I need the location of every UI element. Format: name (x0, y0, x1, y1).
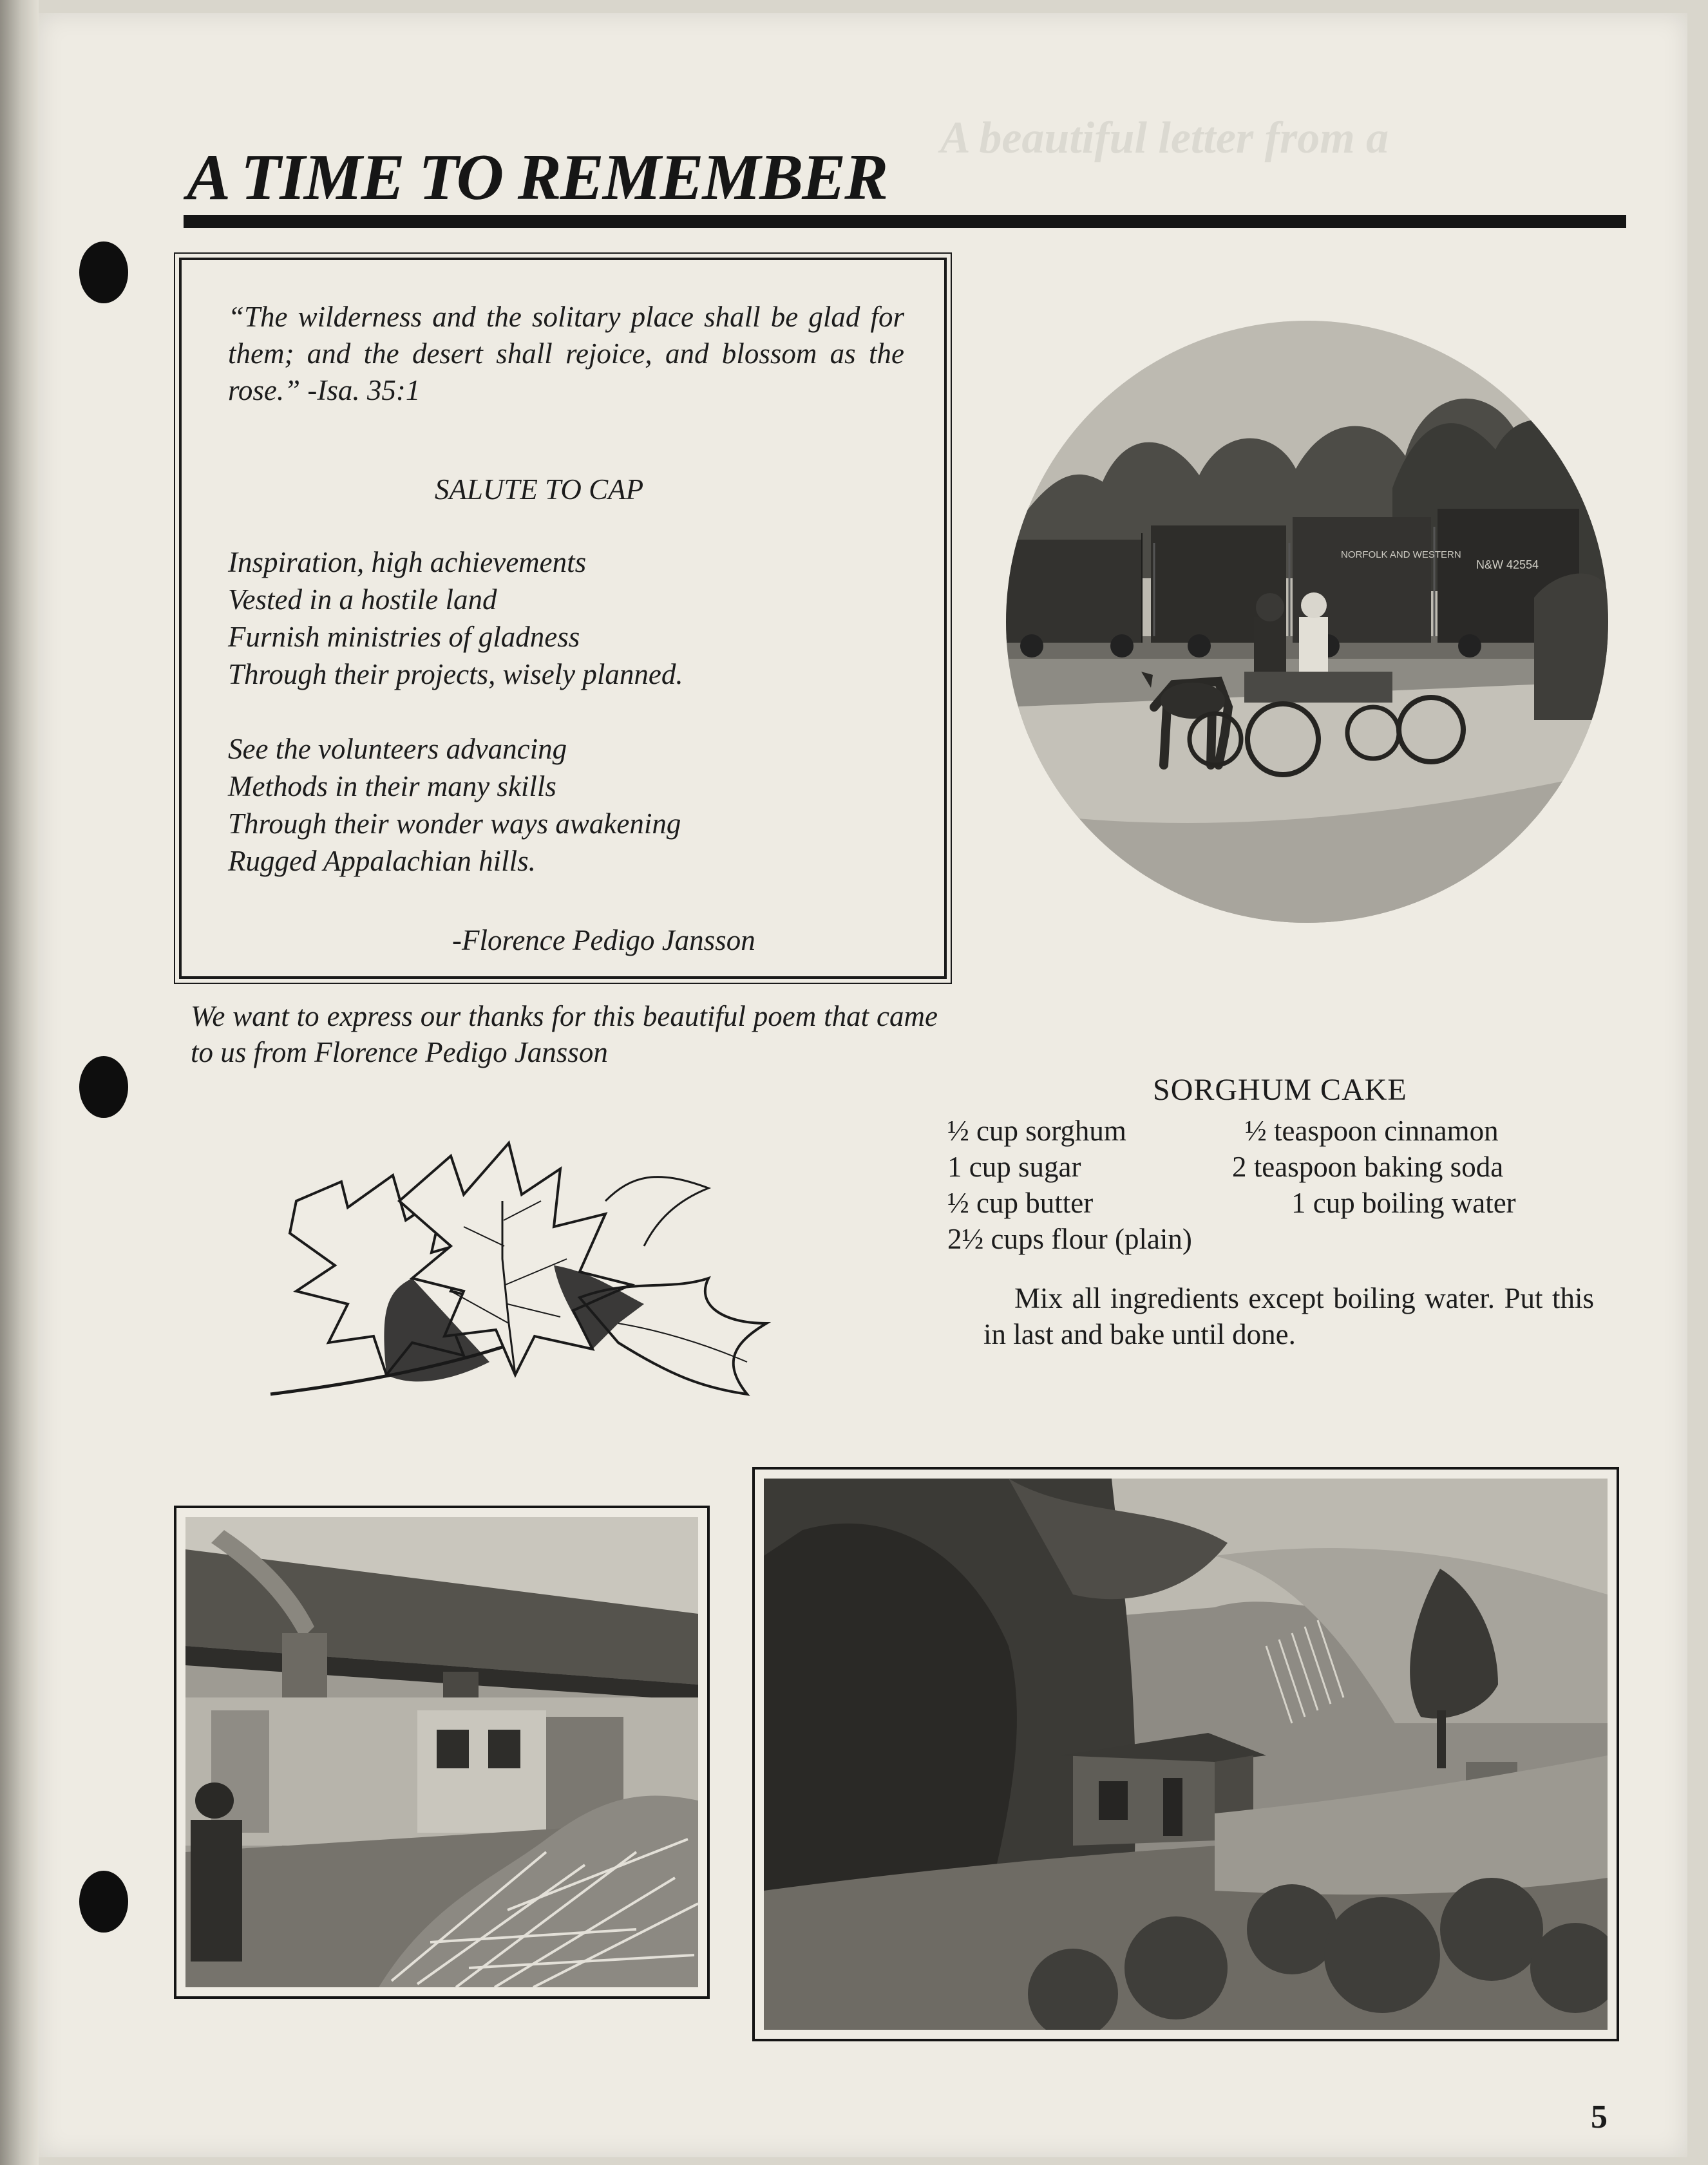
wagon-and-train-photo (1006, 321, 1608, 923)
poem-line: Rugged Appalachian hills. (228, 845, 536, 877)
maple-leaf-illustration (258, 1130, 799, 1426)
ingredient-left: 1 cup sugar (947, 1151, 1081, 1183)
ingredient-right: ½ teaspoon cinnamon (1245, 1115, 1499, 1147)
show-through-text: A beautiful letter from a (940, 113, 1389, 163)
poem-line: Methods in their many skills (228, 770, 556, 802)
poem-line: Inspiration, high achievements (228, 546, 587, 578)
poem-author: -Florence Pedigo Jansson (452, 924, 755, 956)
poem-line: See the volunteers advancing (228, 733, 567, 765)
binder-hole-top (79, 241, 128, 303)
ingredient-left: ½ cup butter (947, 1187, 1094, 1219)
ingredient-left: ½ cup sorghum (947, 1115, 1126, 1147)
ingredient-left: 2½ cups flour (plain) (947, 1223, 1192, 1255)
poem-line: Vested in a hostile land (228, 583, 497, 616)
poem-line: Through their wonder ways awakening (228, 808, 681, 840)
title-rule (184, 215, 1626, 228)
cabin-in-woods-photo (764, 1479, 1608, 2030)
train-car-label: NORFOLK AND WESTERN (1341, 549, 1461, 560)
ingredient-right: 2 teaspoon baking soda (1232, 1151, 1504, 1183)
thanks-note: We want to express our thanks for this beautiful poem that came to us from Florence Pedigo Jansson (191, 1000, 938, 1068)
cabin-in-woods-illustration (764, 1479, 1608, 2030)
sorghum-mill-illustration (185, 1517, 698, 1987)
recipe-title: SORGHUM CAKE (1153, 1073, 1407, 1107)
poem-box (179, 258, 947, 979)
poem-line: Through their projects, wisely planned. (228, 658, 683, 690)
scripture-epigraph: “The wilderness and the solitary place shall be glad for them; and the desert shall rejoice, and blossom as the rose.” -Isa. 35:1 (228, 301, 904, 406)
poem-title: SALUTE TO CAP (434, 473, 644, 506)
binder-hole-middle (79, 1056, 128, 1118)
train-car-number: N&W 42554 (1476, 558, 1539, 571)
sorghum-mill-photo (185, 1517, 698, 1987)
sorghum-mill-photo-frame (174, 1506, 710, 1999)
page-number: 5 (1591, 2099, 1608, 2135)
poem-stanza-2 (228, 730, 681, 880)
binder-edge (0, 0, 39, 2165)
recipe-instructions: Mix all ingredients except boiling water. Put this in last and bake until done. (983, 1282, 1594, 1350)
ingredient-right: 1 cup boiling water (1291, 1187, 1516, 1219)
cabin-photo-frame (752, 1467, 1619, 2041)
binder-hole-bottom (79, 1871, 128, 1933)
wagon-and-train-illustration (1006, 321, 1608, 923)
page-title: A TIME TO REMEMBER (187, 141, 887, 214)
newsletter-page (39, 13, 1687, 2157)
poem-line: Furnish ministries of gladness (228, 621, 580, 653)
poem-stanza-1 (228, 544, 683, 693)
